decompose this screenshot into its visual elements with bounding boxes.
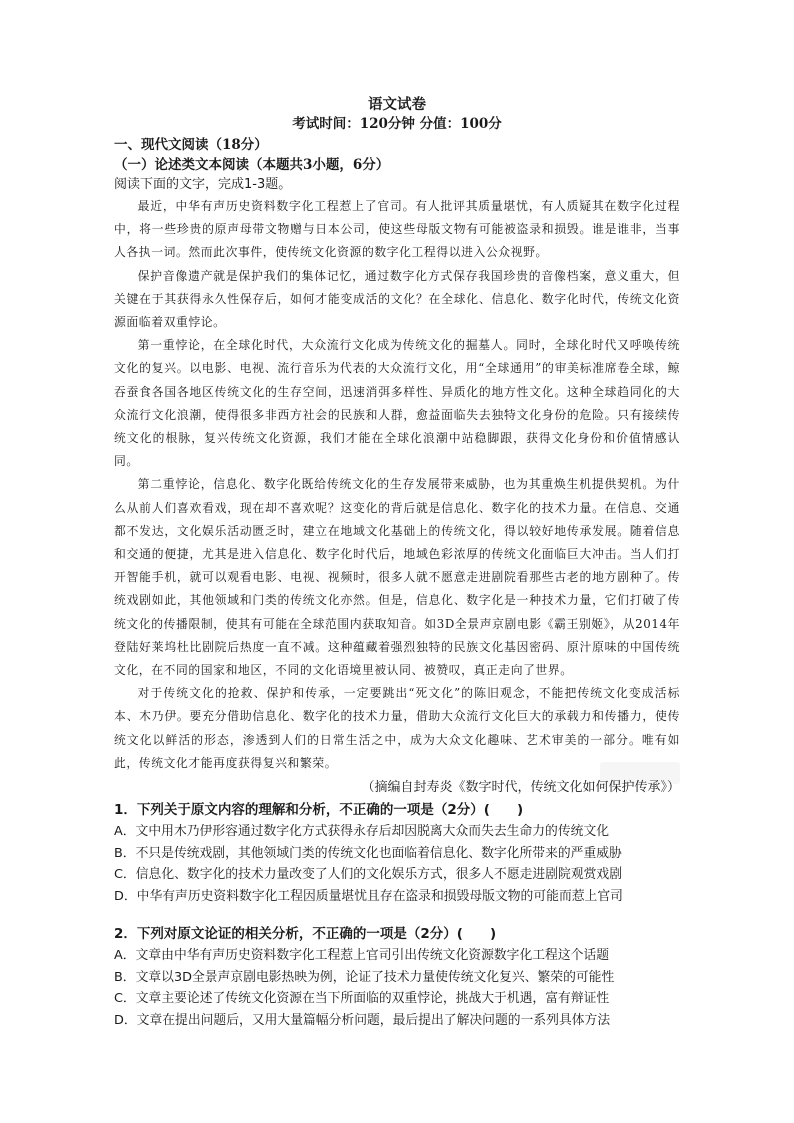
question-1	[114, 799, 680, 907]
exam-page	[114, 96, 680, 1031]
question-stem: 2．下列对原文论证的相关分析，不正确的一项是（2分）( )	[114, 926, 497, 943]
sub-section-heading: （一）论述类文本阅读（本题共3小题，6分）	[114, 157, 390, 173]
option-c: C．文章主要论述了传统文化资源在当下所面临的双重悖论，挑战大于机遇，富有辩证性	[114, 991, 610, 1007]
article-paragraph-3: 第一重悖论，在全球化时代，大众流行文化成为传统文化的掘墓人。同时，全球化时代又呼唤传统文化的复兴。以电影、电视、流行音乐为代表的大众流行文化，用“全球通用”的审美标准席卷全球，鲸吞蚕食各国各地区传统文化的生存空间，迅速消弭多样性、异质化的地方性文化。这种全球趋同化的大众流行文化浪潮，使得很多非西方社会的民族和人群，愈益面临失去独特文化身份的危险。只有接续传统文化的根脉，复兴传统文化资源，我们才能在全球化浪潮中站稳脚跟，获得文化身份和价值情感认同。	[114, 338, 680, 469]
option-d: D．文章在提出问题后，又用大量篇幅分析问题，最后提出了解决问题的一系列具体方法	[114, 1012, 611, 1028]
article-paragraph-1: 最近，中华有声历史资料数字化工程惹上了官司。有人批评其质量堪忧，有人质疑其在数字化过程中，将一些珍贵的原声母带文物赠与日本公司，使这些母版文物有可能被盗录和损毁。谁是谁非，当事人各执一词。然而此次事件，使传统文化资源的数字化工程得以进入公众视野。	[114, 199, 680, 260]
option-c: C．信息化、数字化的技术力量改变了人们的文化娱乐方式，很多人不愿走进剧院观赏戏剧	[114, 867, 623, 883]
option-b: B．文章以3D全景声京剧电影热映为例，论证了技术力量使传统文化复兴、繁荣的可能性	[114, 969, 615, 985]
option-b: B．不只是传统戏剧，其他领域门类的传统文化也面临着信息化、数字化所带来的严重威胁	[114, 845, 622, 861]
article-paragraph-2: 保护音像遗产就是保护我们的集体记忆，通过数字化方式保存我国珍贵的音像档案，意义重大，但关键在于其获得永久性保存后，如何才能变成活的文化？在全球化、信息化、数字化时代，传统文化资源面临着双重悖论。	[114, 268, 680, 330]
article-paragraph-5: 对于传统文化的抢救、保护和传承，一定要跳出“死文化”的陈旧观念，不能把传统文化变成活标本、木乃伊。要充分借助信息化、数字化的技术力量，借助大众流行文化巨大的承载力和传播力，使传统文化以鲜活的形态，渗透到人们的日常生活之中，成为大众文化趣味、艺术审美的一部分。唯有如此，传统文化才能再度获得复兴和繁荣。	[114, 686, 680, 770]
exam-info: 考试时间：120分钟 分值：100分	[292, 116, 502, 132]
reading-article	[114, 195, 680, 775]
article-paragraph-4: 第二重悖论，信息化、数字化既给传统文化的生存发展带来威胁，也为其重焕生机提供契机。为什么从前人们喜欢看戏，现在却不喜欢呢？这变化的背后就是信息化、数字化的技术力量。在信息、交通都不发达，文化娱乐活动匮乏时，建立在地域文化基础上的传统文化，得以较好地传承发展。随着信息和交通的便捷，尤其是进入信息化、数字化时代后，地域色彩浓厚的传统文化面临巨大冲击。当人们打开智能手机，就可以观看电影、电视、视频时，很多人就不愿意走进剧院看那些古老的地方剧种了。传统戏剧如此，其他领域和门类的传统文化亦然。但是，信息化、数字化是一种技术力量，它们打破了传统文化的传播限制，使其有可能在全球范围内获取知音。如3D全景声京剧电影《霸王别姬》，从2014年登陆好莱坞杜比剧院后热度一直不减。这种蕴藏着强烈独特的民族文化基因密码、原汁原味的中国传统文化，在不同的国家和地区，不同的文化语境里被认同、被赞叹，真正走向了世界。	[114, 477, 680, 678]
question-2	[114, 923, 680, 1031]
question-stem: 1．下列关于原文内容的理解和分析，不正确的一项是（2分）( )	[114, 802, 524, 819]
option-d: D．中华有声历史资料数字化工程因质量堪忧且存在盗录和损毁母版文物的可能而惹上官司	[114, 888, 623, 904]
option-a: A．文章由中华有声历史资料数字化工程惹上官司引出传统文化资源数字化工程这个话题	[114, 948, 610, 964]
instruction-text: 阅读下面的文字，完成1-3题。	[114, 177, 292, 192]
page-title: 语文试卷	[368, 96, 426, 113]
section-heading: 一、现代文阅读（18分）	[114, 137, 268, 153]
article-source: （摘编自封寿炎《数字时代，传统文化如何保护传承》）	[361, 780, 680, 796]
option-a: A．文中用木乃伊形容通过数字化方式获得永存后却因脱离大众而失去生命力的传统文化	[114, 824, 610, 840]
